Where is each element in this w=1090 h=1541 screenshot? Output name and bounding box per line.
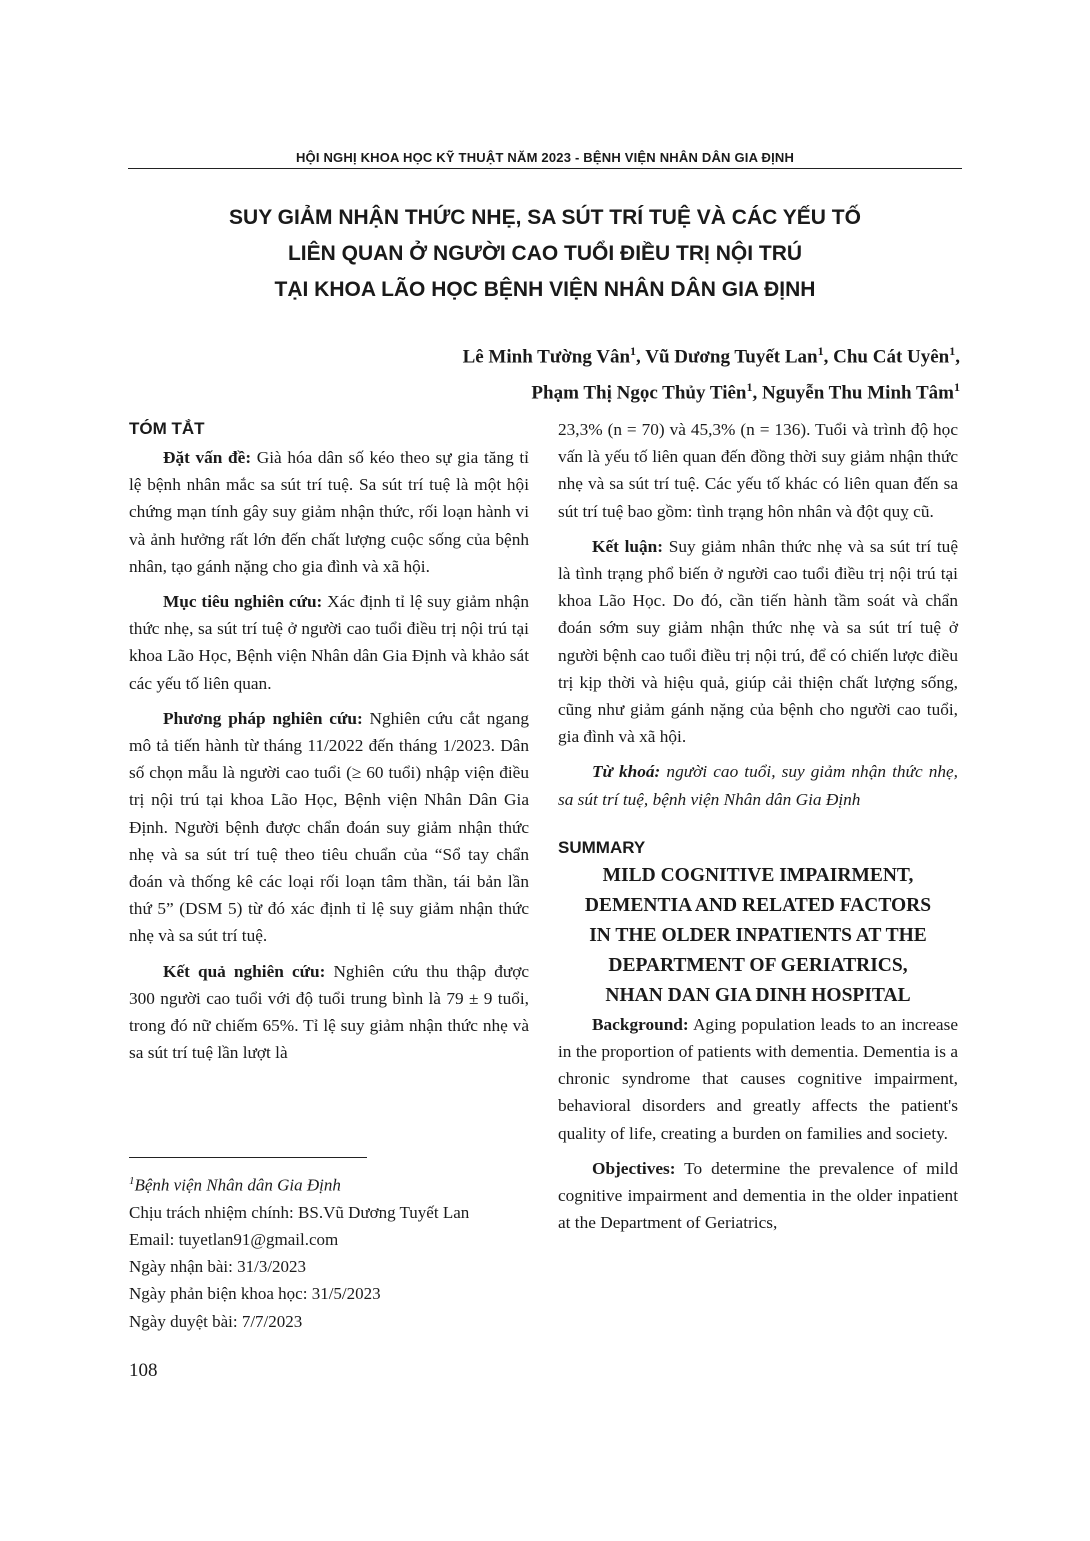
en-objectives-label: Objectives:: [592, 1158, 676, 1178]
english-title-line: MILD COGNITIVE IMPAIRMENT,: [602, 864, 914, 886]
author-line-1: Lê Minh Tường Vân$^1$, Vũ Dương Tuyết Lan$^1$, Chu Cát Uyên$^1$,: [462, 344, 960, 368]
en-background-label: Background:: [592, 1014, 689, 1034]
title-line: SUY GIẢM NHẬN THỨC NHẸ, SA SÚT TRÍ TUỆ VÀ CÁC YẾU TỐ: [229, 206, 861, 229]
footnote-divider: [129, 1157, 367, 1158]
footnote-accepted: Ngày duyệt bài: 7/7/2023: [129, 1311, 303, 1331]
author-name: Nguyễn Thu Minh Tâm: [761, 382, 954, 404]
header-divider: [128, 168, 962, 169]
en-background-paragraph: [558, 1011, 958, 1147]
left-column: [129, 416, 529, 1074]
title-line: TẠI KHOA LÃO HỌC BỆNH VIỆN NHÂN DÂN GIA ĐỊNH: [274, 278, 816, 301]
title-line: LIÊN QUAN Ở NGƯỜI CAO TUỔI ĐIỀU TRỊ NỘI TRÚ: [287, 242, 803, 265]
footnote-email: Email: tuyetlan91@gmail.com: [129, 1230, 339, 1250]
vn-results-continued: 23,3% (n = 70) và 45,3% (n = 136). Tuổi và trình độ học vấn là yếu tố liên quan đến đồng thời suy giảm nhận thức nhẹ và sa sút trí tuệ. Các yếu tố khác có liên quan đến sa sút trí tuệ bao gồm: tình trạng hôn nhân và đột quỵ cũ.: [558, 420, 958, 521]
english-title-line: NHAN DAN GIA DINH HOSPITAL: [605, 984, 911, 1006]
vn-conclusion-label: Kết luận:: [592, 536, 664, 556]
en-objectives-text: To determine the prevalence of mild cognitive impairment and dementia in the older inpatient at the Department of Geriatrics,: [558, 1158, 958, 1233]
vn-objective-label: Mục tiêu nghiên cứu:: [163, 592, 323, 612]
vn-keywords-text: người cao tuổi, suy giảm nhận thức nhẹ, sa sút trí tuệ, bệnh viện Nhân dân Gia Định: [558, 762, 958, 809]
summary-heading: SUMMARY: [558, 837, 646, 857]
vn-methods-paragraph: [129, 705, 529, 950]
english-title-line: DEMENTIA AND RELATED FACTORS: [584, 894, 932, 916]
footnote-reviewed: Ngày phản biện khoa học: 31/5/2023: [129, 1284, 381, 1304]
vn-methods-text: Nghiên cứu cắt ngang mô tả tiến hành từ tháng 11/2022 đến tháng 1/2023. Dân số chọn mẫu là người cao tuổi (≥ 60 tuổi) nhập viện điều trị nội trú tại khoa Lão Học, Bệnh viện Nhân Dân Gia Định. Người bệnh được chẩn đoán suy giảm nhận thức nhẹ và sa sút trí tuệ theo tiêu chuẩn của “Sổ tay chẩn đoán và thống kê các loại rối loạn tâm thần, tái bản lần thứ 5” (DSM 5) từ đó xác định tỉ lệ suy giảm nhận thức nhẹ và sa sút trí tuệ.: [129, 708, 529, 946]
article-title: [128, 200, 962, 308]
en-objectives-paragraph: [558, 1155, 958, 1237]
vn-keywords-paragraph: [558, 758, 958, 812]
affiliation-mark: 1: [746, 380, 753, 395]
english-title-line: IN THE OLDER INPATIENTS AT THE: [589, 924, 927, 946]
english-title-line: DEPARTMENT OF GERIATRICS,: [608, 954, 908, 976]
vn-background-paragraph: [129, 444, 529, 580]
vn-methods-label: Phương pháp nghiên cứu:: [163, 708, 363, 728]
english-title: [558, 861, 958, 1011]
affiliation-mark: 1: [949, 344, 956, 358]
author-name: Phạm Thị Ngọc Thủy Tiên: [531, 382, 747, 404]
vn-results-paragraph: [129, 958, 529, 1067]
affiliation-mark: 1: [129, 1175, 135, 1187]
affiliation-text: Bệnh viện Nhân dân Gia Định: [134, 1175, 341, 1195]
author-name: Chu Cát Uyên: [833, 346, 950, 368]
en-background-text: Aging population leads to an increase in the proportion of patients with dementia. Dementia is a chronic syndrome that causes cognitive impairment, behavioral disorders and greatly affects the patient's quality of life, creating a burden on families and society.: [558, 1014, 958, 1143]
affiliation-mark: 1: [630, 344, 637, 358]
footnotes: [129, 1168, 469, 1335]
vn-objective-paragraph: [129, 588, 529, 697]
author-name: Vũ Dương Tuyết Lan: [645, 346, 818, 368]
vn-results-label: Kết quả nghiên cứu:: [163, 961, 326, 981]
vn-conclusion-text: Suy giảm nhân thức nhẹ và sa sút trí tuệ là tình trạng phổ biến ở người cao tuổi điều trị nội trú tại khoa Lão Học. Do đó, cần tiến hành tầm soát và chẩn đoán sớm suy giảm nhận thức nhẹ và sa sút trí tuệ ở người bệnh cao tuổi điều trị nội trú, để có chiến lược điều trị kịp thời và hiệu quả, giúp cải thiện chất lượng sống, cũng như giảm gánh nặng của bệnh cho người cao tuổi, gia đình và xã hội.: [558, 536, 958, 747]
vn-conclusion-paragraph: [558, 533, 958, 751]
footnote-affiliation: [129, 1168, 469, 1199]
running-header: HỘI NGHỊ KHOA HỌC KỸ THUẬT NĂM 2023 - BỆNH VIỆN NHÂN DÂN GIA ĐỊNH: [295, 150, 795, 165]
affiliation-mark: 1: [954, 380, 960, 395]
vn-background-label: Đặt vấn đề:: [163, 448, 252, 467]
vn-objective-text: Xác định tỉ lệ suy giảm nhận thức nhẹ, sa sút trí tuệ ở người cao tuổi điều trị nội trú tại khoa Lão Học, Bệnh viện Nhân dân Gia Định và khảo sát các yếu tố liên quan.: [129, 592, 529, 693]
footnote-responsible: Chịu trách nhiệm chính: BS.Vũ Dương Tuyết Lan: [129, 1202, 470, 1222]
page-number: 108: [129, 1360, 158, 1381]
affiliation-mark: 1: [817, 344, 824, 358]
vn-results-text: Nghiên cứu thu thập được 300 người cao tuổi với độ tuổi trung bình là 79 ± 9 tuổi, trong đó nữ chiếm 65%. Tỉ lệ suy giảm nhận thức nhẹ và sa sút trí tuệ lần lượt là: [129, 961, 530, 1063]
vn-keywords-label: Từ khoá:: [592, 762, 661, 782]
vn-background-text: Già hóa dân số kéo theo sự gia tăng tỉ lệ bệnh nhân mắc sa sút trí tuệ. Sa sút trí tuệ là một hội chứng mạn tính gây suy giảm nhận thức, rối loạn hành vi và ảnh hưởng rất lớn đến chất lượng cuộc sống của bệnh nhân, tạo gánh nặng cho gia đình và xã hội.: [129, 448, 529, 576]
author-list: [463, 336, 960, 409]
author-line-2: Phạm Thị Ngọc Thủy Tiên$^1$, Nguyễn Thu Minh Tâm$^1$: [531, 380, 960, 404]
footnote-received: Ngày nhận bài: 31/3/2023: [129, 1257, 307, 1277]
author-name: Lê Minh Tường Vân: [462, 346, 631, 368]
right-column: [558, 416, 958, 1244]
vn-abstract-heading: TÓM TẮT: [129, 419, 205, 438]
